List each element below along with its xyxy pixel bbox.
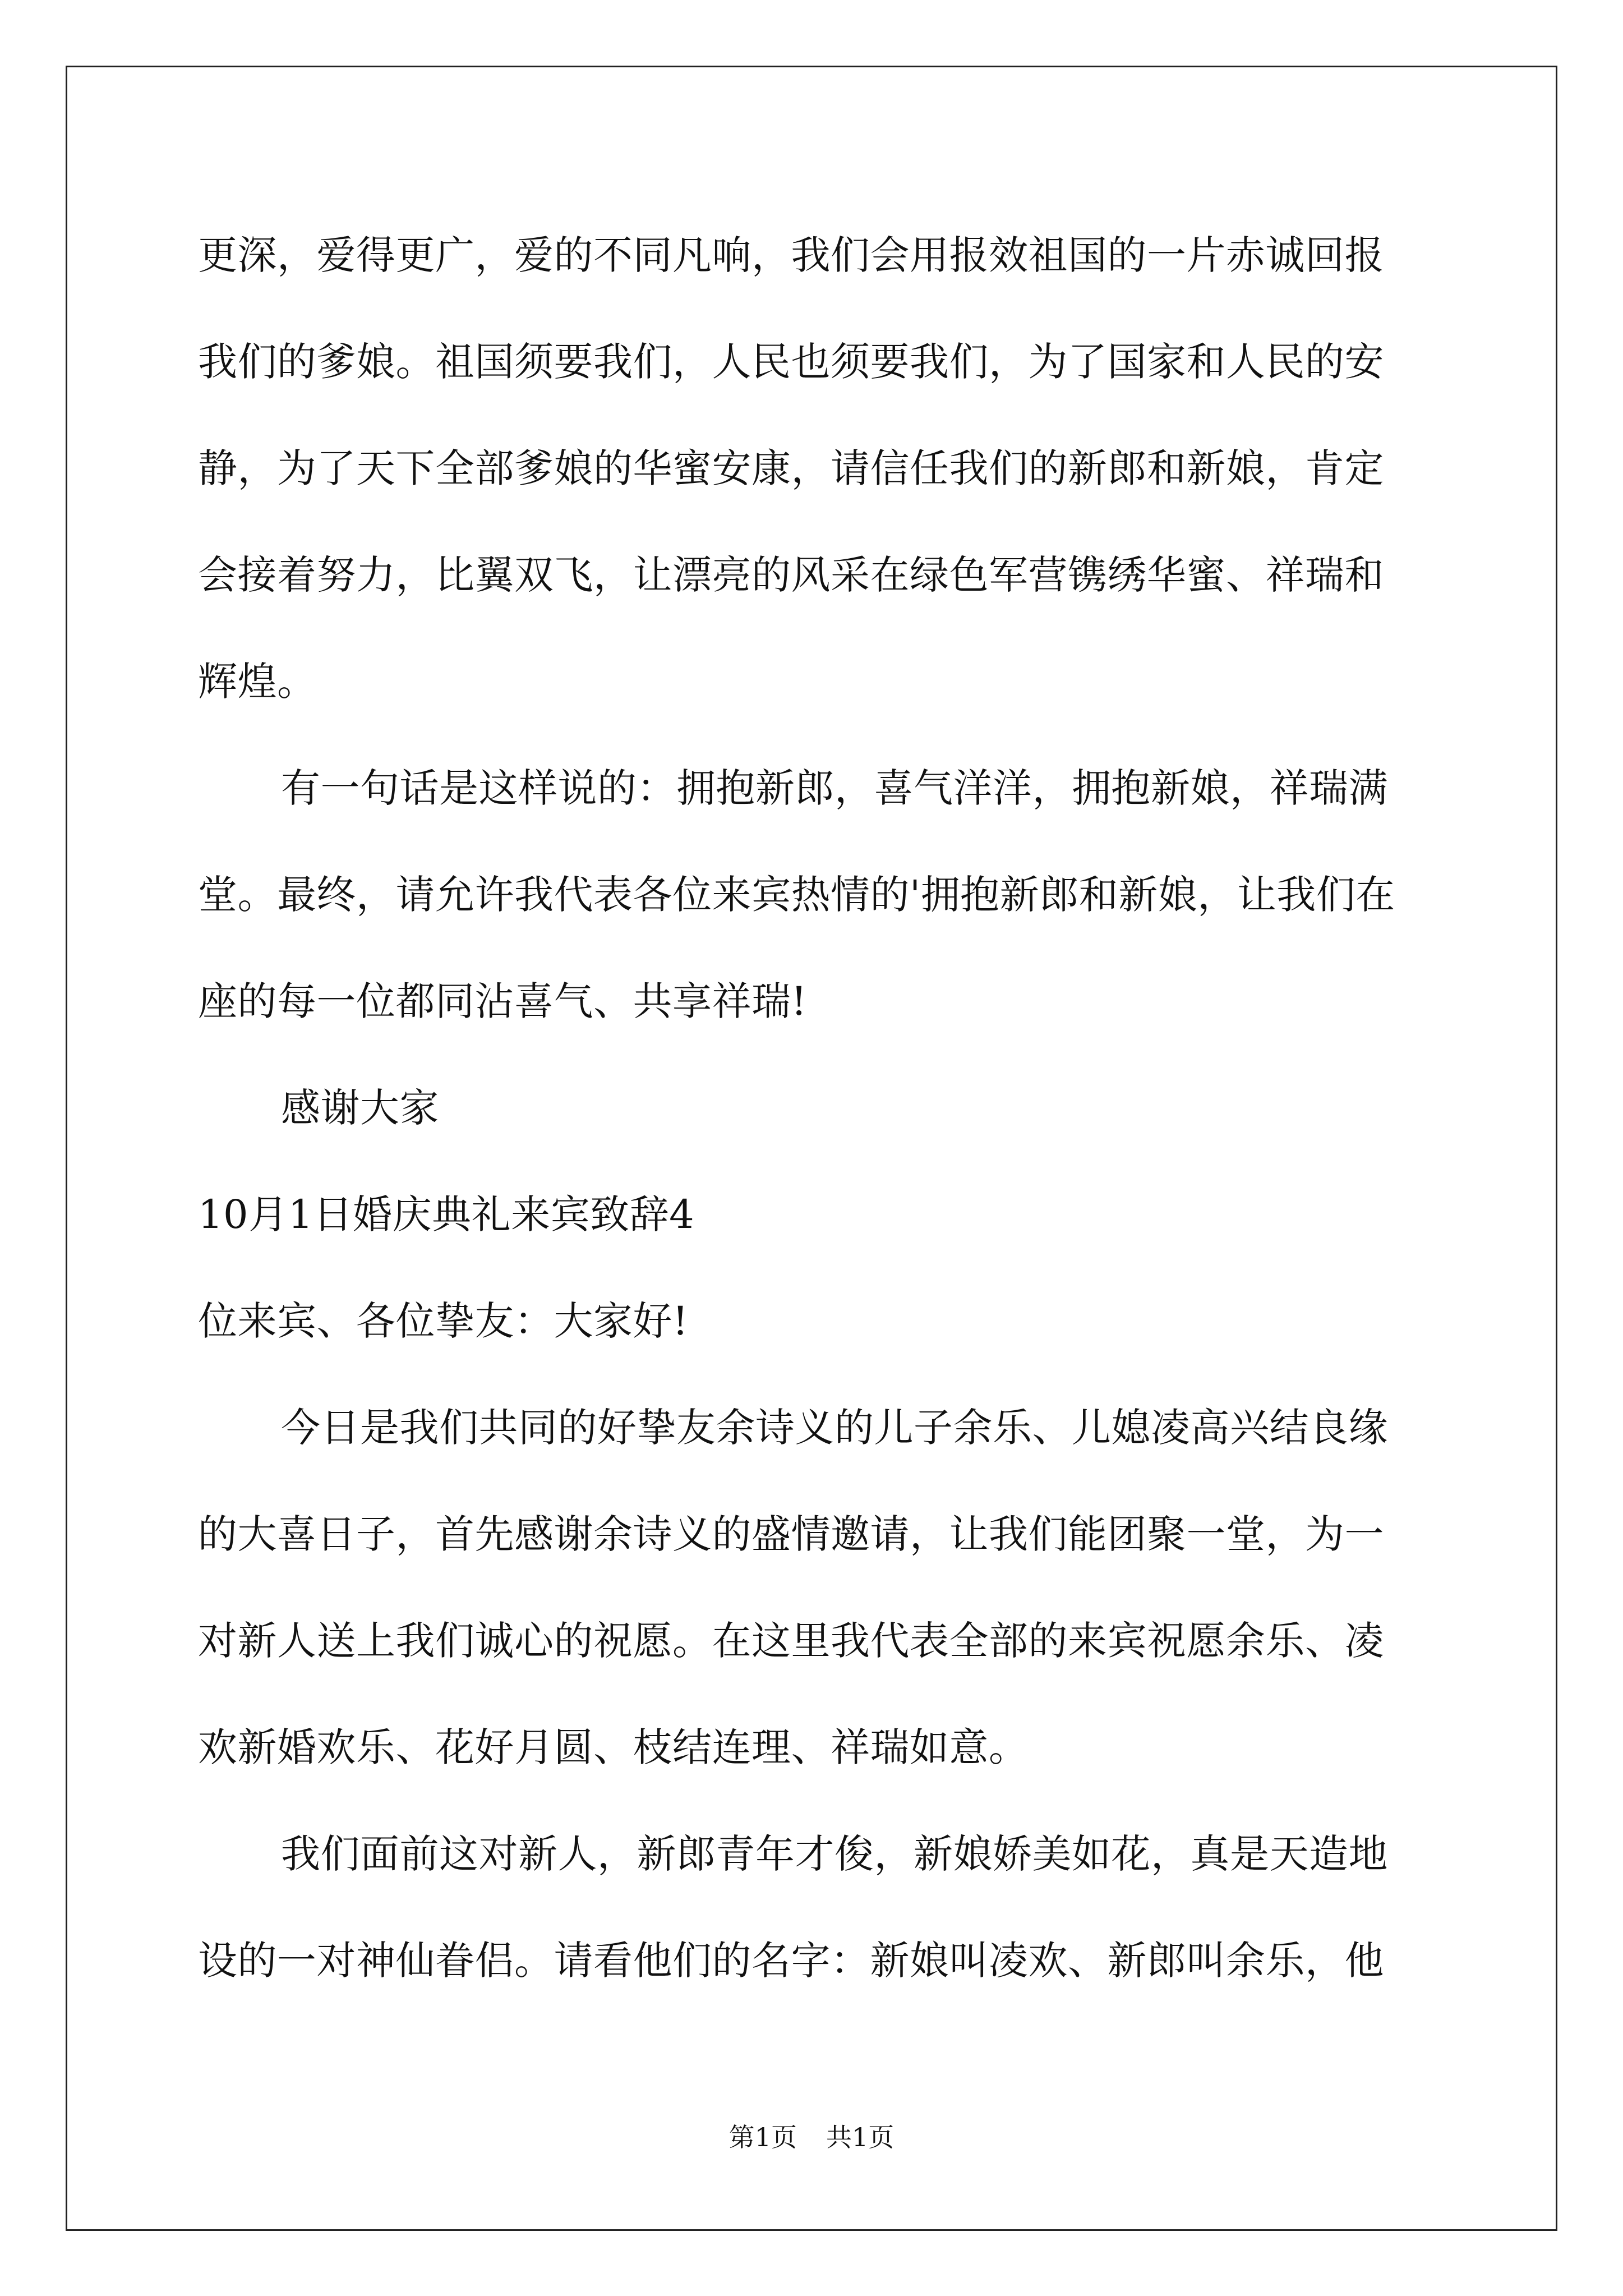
- text-line: 今日是我们共同的好挚友余诗义的儿子余乐、儿媳凌高兴结良缘: [281, 1405, 1388, 1451]
- text-line: 座的每一位都同沾喜气、共享祥瑞!: [198, 978, 808, 1024]
- text-line: 的大喜日子，首先感谢余诗义的盛情邀请，让我们能团聚一堂，为一: [198, 1511, 1384, 1557]
- document-body: [198, 202, 1426, 2014]
- text-line: 静，为了天下全部爹娘的华蜜安康，请信任我们的新郎和新娘，肯定: [198, 445, 1384, 491]
- text-line: 堂。最终，请允许我代表各位来宾热情的'拥抱新郎和新娘，让我们在: [198, 872, 1395, 918]
- text-line: 会接着努力，比翼双飞，让漂亮的风采在绿色军营镌绣华蜜、祥瑞和: [198, 552, 1384, 598]
- text-line: 设的一对神仙眷侣。请看他们的名字：新娘叫凌欢、新郎叫余乐，他: [198, 1938, 1384, 1984]
- text-line: 我们的爹娘。祖国须要我们，人民也须要我们，为了国家和人民的安: [198, 339, 1384, 385]
- text-line: 更深，爱得更广，爱的不同凡响，我们会用报效祖国的一片赤诚回报: [198, 232, 1384, 278]
- text-line: 对新人送上我们诚心的祝愿。在这里我代表全部的来宾祝愿余乐、凌: [198, 1618, 1384, 1664]
- section-heading: 10月1日婚庆典礼来宾致辞4: [198, 1191, 695, 1237]
- text-line: 位来宾、各位挚友：大家好!: [198, 1298, 689, 1344]
- page-number: 第1页: [728, 2122, 797, 2152]
- text-line: 辉煌。: [198, 659, 317, 705]
- text-line: 有一句话是这样说的：拥抱新郎，喜气洋洋，拥抱新娘，祥瑞满: [281, 765, 1388, 811]
- text-line: 我们面前这对新人，新郎青年才俊，新娘娇美如花，真是天造地: [281, 1831, 1388, 1877]
- text-line: 欢新婚欢乐、花好月圆、枝结连理、祥瑞如意。: [198, 1724, 1029, 1770]
- page-total: 共1页: [826, 2122, 895, 2152]
- page-footer: [0, 2120, 1623, 2154]
- text-line: 感谢大家: [281, 1085, 439, 1131]
